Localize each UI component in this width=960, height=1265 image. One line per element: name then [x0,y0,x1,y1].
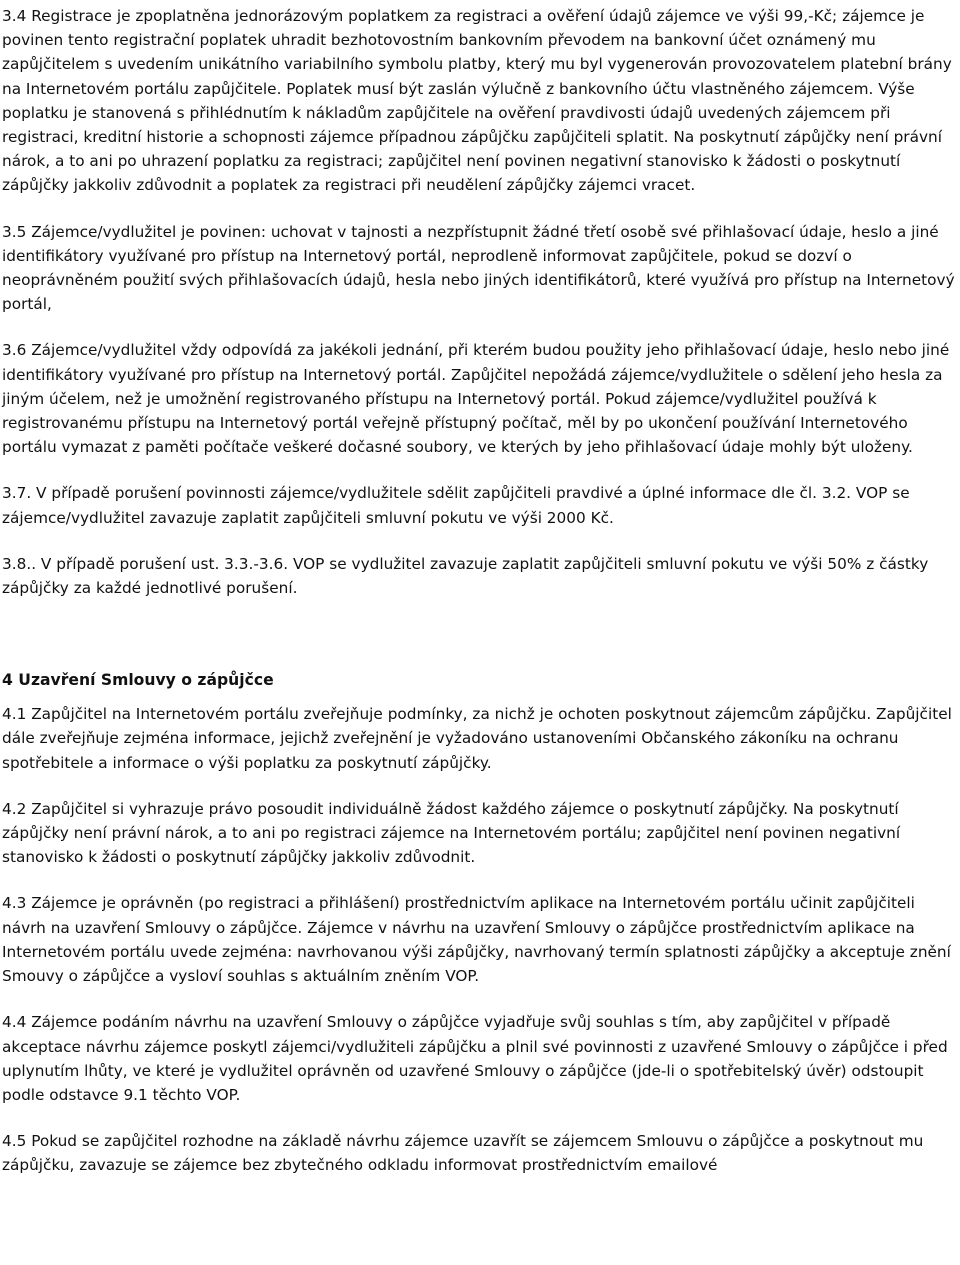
paragraph-4-1: 4.1 Zapůjčitel na Internetovém portálu zveřejňuje podmínky, za nichž je ochoten poskytnout zájemcům zápůjčku. Zapůjčitel dále zveřejňuje zejména informace, jejichž zveřejnění je vyžadováno ustanoveními Občanského zákoníku na ochranu spotřebitele a informace o výši poplatku za poskytnutí zápůjčky. [2,705,952,772]
paragraph-3-4: 3.4 Registrace je zpoplatněna jednorázovým poplatkem za registraci a ověření údajů zájemce ve výši 99,-Kč; zájemce je povinen tento registrační poplatek uhradit bezhotovostním bankovním převodem na bankovní účet oznámený mu zapůjčitelem s uvedením unikátního variabilního symbolu platby, který mu byl vygenerován provozovatelem platební brány na Internetovém portálu zapůjčitele. Poplatek musí být zaslán výlučně z bankovního účtu vlastněného zájemcem. Výše poplatku je stanovená s přihlédnutím k nákladům zapůjčitele na ověření pravdivosti údajů uvedených zájemcem při registraci, kreditní historie a schopnosti zájemce případnou zápůjčku zapůjčiteli splatit. Na poskytnutí zápůjčky není právní nárok, a to ani po uhrazení poplatku za registraci; zapůjčitel není povinen negativní stanovisko k žádosti o poskytnutí zápůjčky jakkoliv zdůvodnit a poplatek za registraci při neudělení zápůjčky zájemci vracet. [2,7,952,195]
paragraph-4-4: 4.4 Zájemce podáním návrhu na uzavření Smlouvy o zápůjčce vyjadřuje svůj souhlas s tím, aby zapůjčitel v případě akceptace návrhu zájemce poskytl zájemci/vydlužiteli zápůjčku a plnil své povinnosti z uzavřené Smlouvy o zápůjčce i před uplynutím lhůty, ve které je vydlužitel oprávněn od uzavřené Smlouvy o zápůjčce (jde-li o spotřebitelský úvěr) odstoupit podle odstavce 9.1 těchto VOP. [2,1013,948,1104]
paragraph-4-2: 4.2 Zapůjčitel si vyhrazuje právo posoudit individuálně žádost každého zájemce o poskytnutí zápůjčky. Na poskytnutí zápůjčky není právní nárok, a to ani po registraci zájemce na Internetovém portálu; zapůjčitel není povinen negativní stanovisko k žádosti o poskytnutí zápůjčky jakkoliv zdůvodnit. [2,799,901,867]
paragraph-3-8: 3.8.. V případě porušení ust. 3.3.-3.6. VOP se vydlužitel zavazuje zaplatit zapůjčiteli smluvní pokutu ve výši 50% z částky zápůjčky za každé jednotlivé porušení. [2,554,929,598]
section-heading-4: 4 Uzavření Smlouvy o zápůjčce [2,671,274,690]
paragraph-4-5: 4.5 Pokud se zapůjčitel rozhodne na základě návrhu zájemce uzavřít se zájemcem Smlouvu o zápůjčce a poskytnout mu zápůjčku, zavazuje se zájemce bez zbytečného odkladu informovat prostřednictvím emailové [2,1132,924,1175]
paragraph-3-5: 3.5 Zájemce/vydlužitel je povinen: uchovat v tajnosti a nezpřístupnit žádné třetí osobě své přihlašovací údaje, heslo a jiné identifikátory využívané pro přístup na Internetový portál, neprodleně informovat zapůjčitele, pokud se dozví o neoprávněném použití svých přihlašovacích údajů, hesla nebo jiných identifikátorů, které využívá pro přístup na Internetový portál, [2,222,955,314]
section-spacer [2,622,960,668]
paragraph-3-7: 3.7. V případě porušení povinnosti zájemce/vydlužitele sdělit zapůjčiteli pravdivé a úplné informace dle čl. 3.2. VOP se zájemce/vydlužitel zavazuje zaplatit zapůjčiteli smluvní pokutu ve výši 2000 Kč. [2,484,910,527]
paragraph-3-6: 3.6 Zájemce/vydlužitel vždy odpovídá za jakékoli jednání, při kterém budou použity jeho přihlašovací údaje, heslo nebo jiné identifikátory využívané pro přístup na Internetový portál. Zapůjčitel nepožádá zájemce/vydlužitele o sdělení jeho hesla za jiným účelem, než je umožnění registrovaného přístupu na Internetový portál. Pokud zájemce/vydlužitel používá k registrovanému přístupu na Internetový portál veřejně přístupný počítač, měl by po ukončení používání Internetového portálu vymazat z paměti počítače veškeré dočasné soubory, ve kterých by jeho přihlašovací údaje mohly být uloženy. [2,341,950,457]
paragraph-4-3: 4.3 Zájemce je oprávněn (po registraci a přihlášení) prostřednictvím aplikace na Internetovém portálu učinit zapůjčiteli návrh na uzavření Smlouvy o zápůjčce. Zájemce v návrhu na uzavření Smlouvy o zápůjčce prostřednictvím aplikace na Internetovém portálu uvede zejména: navrhovanou výši zápůjčky, navrhovaný termín splatnosti zápůjčky a akceptuje znění Smouvy o zápůjčce a vysloví souhlas s aktuálním zněním VOP. [2,894,951,986]
